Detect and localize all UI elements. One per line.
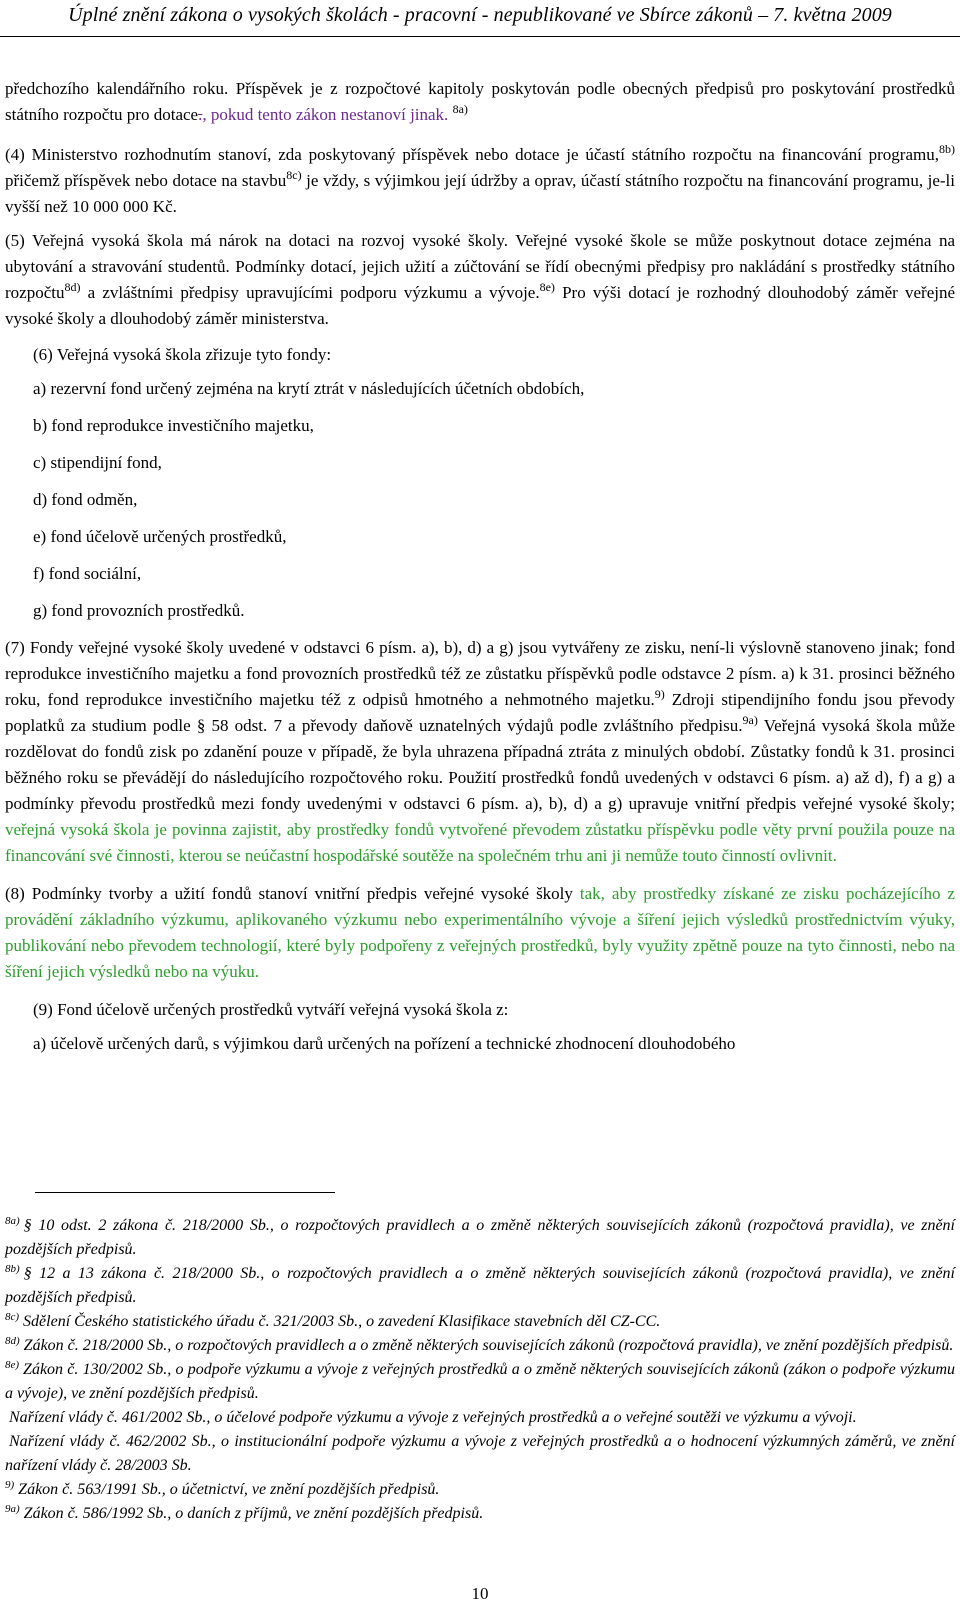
amendment-text: tak, aby prostředky získané ze zisku pocházejícího z provádění základního výzkumu, aplikovaného výzkumu nebo experimentálního vývoje a šíření jejich výsledků prostřednictvím výuky, publikování nebo převodem technologií, které byly podpořeny z veřejných prostředků, byly využity zpětně pouze na tyto činnosti, nebo na šíření jejich výsledků nebo na výuku. — [5, 884, 955, 981]
inserted-text: , pokud tento zákon nestanoví jinak. — [202, 105, 449, 124]
main-text — [5, 76, 955, 1068]
footnotes — [5, 1214, 955, 1526]
list-item: a) rezervní fond určený zejména na krytí ztrát v následujících účetních obdobích, — [33, 379, 585, 398]
footnote-ref[interactable]: 9) — [654, 687, 665, 701]
footnote: $^{9a)}$ Zákon č. 586/1992 Sb., o daních z příjmů, ve znění pozdějších předpisů. — [5, 1503, 484, 1522]
footnote-ref[interactable]: 8d) — [64, 280, 81, 294]
footnote: $^{8d)}$ Zákon č. 218/2000 Sb., o rozpočtových pravidlech a o změně některých souvisejících zákonů (rozpočtová pravidla), ve znění pozdějších předpisů. — [5, 1335, 954, 1354]
footnote-ref[interactable]: 8b) — [939, 142, 955, 156]
list-item: d) fond odměn, — [33, 490, 138, 509]
list-item: e) fond účelově určených prostředků, — [33, 527, 287, 546]
footnote-ref[interactable]: 8e) — [539, 280, 555, 294]
list-item: g) fond provozních prostředků. — [33, 601, 245, 620]
footnote-ref[interactable]: 8c) — [286, 168, 302, 182]
paragraph-continuation: předchozího kalendářního roku. Příspěvek je z rozpočtové kapitoly poskytován podle obecných předpisů pro poskytování prostředků státního rozpočtu pro dotace., pokud tento zákon nestanoví jinak. $^{8a)}$ — [5, 79, 955, 124]
paragraph-7: (7) Fondy veřejné vysoké školy uvedené v odstavci 6 písm. a), b), d) a g) jsou vytvářeny ze zisku, není-li výslovně stanoveno jinak; fond reprodukce investičního majetku a fond provozních prostředků též ze zůstatku příspěvků podle odstavce 2 písm. a) k 31. prosinci běžného roku, fond reprodukce investičního majetku též z odpisů hmotného a nehmotného majetku.$^{9)}$ Zdroji stipendijního fondu jsou převody poplatků za studium podle § 58 odst. 7 a převody daňově uznatelných výdajů podle zvláštního předpisu.$^{9a)}$ Veřejná vysoká škola může rozdělovat do fondů zisk po zdanění pouze v případě, že byla uhrazena případná ztráta z minulých období. Zůstatky fondů k 31. prosinci běžného roku se převádějí do následujícího rozpočtového roku. Použití prostředků fondů uvedených v odstavci 6 písm. a) až d), f) a g) a podmínky převodu prostředků mezi fondy uvedenými v odstavci 6 písm. a), b), d) a g) upravuje vnitřní předpis veřejné vysoké školy; veřejná vysoká škola je povinna zajistit, aby prostředky fondů vytvořené převodem zůstatku příspěvku podle věty první použila pouze na financování své činnosti, kterou se neúčastní hospodářské soutěže na společném trhu ani ji nemůže touto činností ovlivnit. — [5, 638, 956, 865]
footnote: $^{8b)}$ § 12 a 13 zákona č. 218/2000 Sb., o rozpočtových pravidlech a o změně některých souvisejících zákonů (rozpočtová pravidla), ve znění pozdějších předpisů. — [5, 1263, 955, 1306]
footnote-ref[interactable]: 9a) — [742, 713, 758, 727]
footnote: $^{8e)}$ Zákon č. 130/2002 Sb., o podpoře výzkumu a vývoje z veřejných prostředků a o změně některých souvisejících zákonů (zákon o podpoře výzkumu a vývoje), ve znění pozdějších předpisů. — [5, 1359, 955, 1402]
paragraph-9-intro: (9) Fond účelově určených prostředků vytváří veřejná vysoká škola z: — [33, 1000, 509, 1019]
list-item: a) účelově určených darů, s výjimkou darů určených na pořízení a technické zhodnocení dlouhodobého — [33, 1034, 736, 1053]
footnote-separator — [35, 1192, 335, 1193]
footnote: $^{9)}$ Zákon č. 563/1991 Sb., o účetnictví, ve znění pozdějších předpisů. — [5, 1479, 440, 1498]
header-rule — [0, 36, 960, 37]
paragraph-4: (4) Ministerstvo rozhodnutím stanoví, zda poskytovaný příspěvek nebo dotace je účastí státního rozpočtu na financování programu,$^{8b)}$ přičemž příspěvek nebo dotace na stavbu$^{8c)}$ je vždy, s výjimkou její údržby a oprav, účastí státního rozpočtu na financování programu, je-li vyšší než 10 000 000 Kč. — [5, 142, 956, 216]
footnote: Nařízení vlády č. 461/2002 Sb., o účelové podpoře výzkumu a vývoje z veřejných prostředků a o veřejné soutěži ve výzkumu a vývoji. — [9, 1409, 857, 1426]
footnote: Nařízení vlády č. 462/2002 Sb., o institucionální podpoře výzkumu a vývoje z veřejných prostředků a o hodnocení výzkumných záměrů, ve znění nařízení vlády č. 28/2003 Sb. — [5, 1433, 955, 1474]
deleted-text: . — [198, 105, 203, 124]
paragraph-8: (8) Podmínky tvorby a užití fondů stanoví vnitřní předpis veřejné vysoké školy tak, aby prostředky získané ze zisku pocházejícího z provádění základního výzkumu, aplikovaného výzkumu nebo experimentálního vývoje a šíření jejich výsledků prostřednictvím výuky, publikování nebo převodem technologií, které byly podpořeny z veřejných prostředků, byly využity zpětně pouze na tyto činnosti, nebo na šíření jejich výsledků nebo na výuku. — [5, 884, 955, 981]
running-header: Úplné znění zákona o vysokých školách - pracovní - nepublikované ve Sbírce zákonů – 7. května 2009 — [68, 4, 892, 26]
amendment-text: veřejná vysoká škola je povinna zajistit, aby prostředky fondů vytvořené převodem zůstatku příspěvku podle věty první použila pouze na financování své činnosti, kterou se neúčastní hospodářské soutěže na společném trhu ani ji nemůže touto činností ovlivnit. — [5, 820, 955, 865]
list-item: c) stipendijní fond, — [33, 453, 162, 472]
footnote-ref[interactable]: 8a) — [452, 102, 468, 116]
paragraph-5: (5) Veřejná vysoká škola má nárok na dotaci na rozvoj vysoké školy. Veřejné vysoké škole se může poskytnout dotace zejména na ubytování a stravování studentů. Podmínky dotací, jejich užití a zúčtování se řídí obecnými předpisy pro nakládání s prostředky státního rozpočtu$^{8d)}$ a zvláštními předpisy upravujícími podporu výzkumu a vývoje.$^{8e)}$ Pro výši dotací je rozhodný dlouhodobý záměr veřejné vysoké školy a dlouhodobý záměr ministerstva. — [5, 231, 956, 328]
footnote: $^{8c)}$ Sdělení Českého statistického úřadu č. 321/2003 Sb., o zavedení Klasifikace stavebních děl CZ-CC. — [5, 1311, 661, 1330]
list-item: f) fond sociální, — [33, 564, 142, 583]
list-item: b) fond reprodukce investičního majetku, — [33, 416, 314, 435]
page-number: 10 — [471, 1584, 489, 1603]
paragraph-6-intro: (6) Veřejná vysoká škola zřizuje tyto fondy: — [33, 345, 332, 364]
footnote: $^{8a)}$ § 10 odst. 2 zákona č. 218/2000 Sb., o rozpočtových pravidlech a o změně některých souvisejících zákonů (rozpočtová pravidla), ve znění pozdějších předpisů. — [5, 1215, 955, 1258]
